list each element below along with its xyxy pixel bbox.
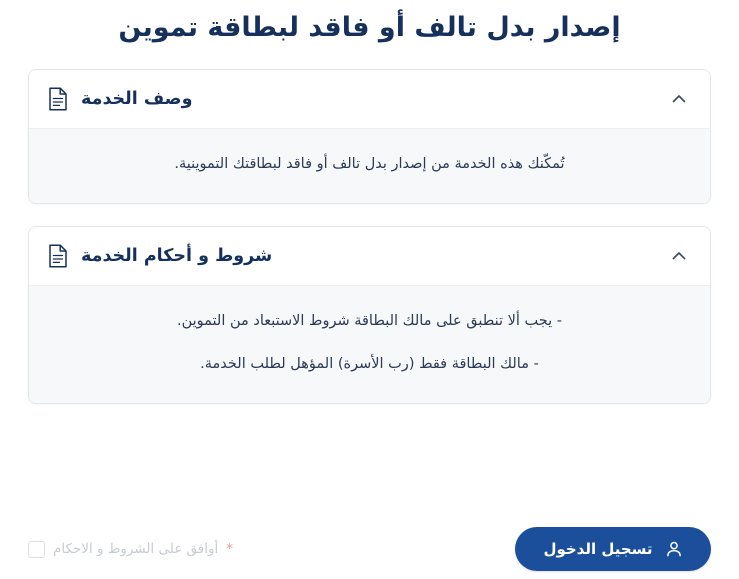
terms-conditions-body	[29, 285, 710, 403]
terms-agreement-label: أوافق على الشروط و الاحكام	[53, 541, 219, 557]
required-indicator: *	[226, 541, 234, 557]
service-description-title: وصف الخدمة	[81, 89, 193, 110]
chevron-up-icon[interactable]	[666, 243, 692, 269]
service-description-card	[28, 69, 711, 204]
chevron-up-icon[interactable]	[666, 86, 692, 112]
terms-line: - يجب ألا تنطبق على مالك البطاقة شروط الاستبعاد من التموين.	[176, 312, 563, 329]
document-icon	[47, 86, 69, 112]
service-description-header[interactable]	[29, 70, 710, 128]
document-icon	[47, 243, 69, 269]
service-description-body	[29, 128, 710, 203]
terms-conditions-card	[28, 226, 711, 404]
page-footer	[28, 527, 711, 571]
terms-agreement[interactable]	[28, 541, 233, 558]
checkbox-unchecked-icon[interactable]	[28, 541, 45, 558]
terms-conditions-header[interactable]	[29, 227, 710, 285]
login-button-label: تسجيل الدخول	[543, 540, 653, 558]
login-button[interactable]	[515, 527, 711, 571]
terms-conditions-title: شروط و أحكام الخدمة	[81, 245, 273, 266]
user-icon	[665, 540, 683, 558]
service-description-text: تُمكّنك هذه الخدمة من إصدار بدل تالف أو فاقد لبطاقتك التموينية.	[174, 156, 565, 173]
page-title: إصدار بدل تالف أو فاقد لبطاقة تموين	[118, 12, 621, 43]
terms-line: - مالك البطاقة فقط (رب الأسرة) المؤهل لطلب الخدمة.	[200, 356, 539, 373]
